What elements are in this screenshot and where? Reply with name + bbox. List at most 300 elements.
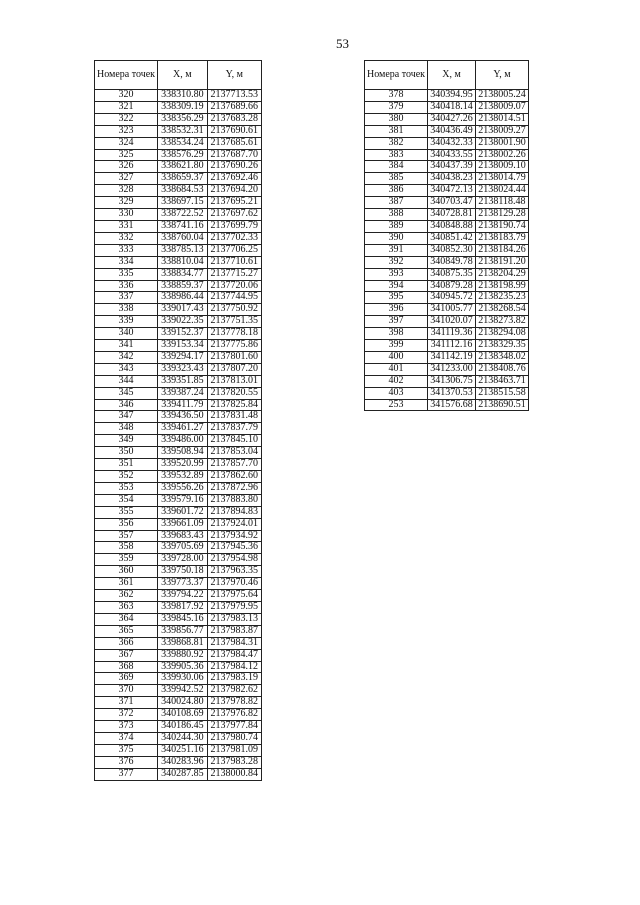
table-row — [95, 363, 262, 375]
table-row — [365, 268, 529, 280]
point-number-cell: 336 — [95, 280, 158, 292]
table-row — [95, 185, 262, 197]
y-coordinate-cell: 2138190.74 — [475, 220, 528, 232]
table-header-row — [365, 61, 529, 90]
x-coordinate-cell: 340283.96 — [158, 756, 208, 768]
point-number-cell: 332 — [95, 232, 158, 244]
table-row — [365, 90, 529, 102]
table-row — [95, 435, 262, 447]
x-coordinate-cell: 341306.75 — [428, 375, 476, 387]
point-number-cell: 385 — [365, 173, 428, 185]
x-coordinate-cell: 339351.85 — [158, 375, 208, 387]
y-coordinate-cell: 2137720.06 — [207, 280, 261, 292]
y-coordinate-cell: 2137778.18 — [207, 328, 261, 340]
y-coordinate-cell: 2137979.95 — [207, 601, 261, 613]
header-y: Y, м — [207, 61, 261, 90]
x-coordinate-cell: 339508.94 — [158, 447, 208, 459]
table-row — [95, 411, 262, 423]
table-row — [95, 482, 262, 494]
x-coordinate-cell: 341112.16 — [428, 340, 476, 352]
x-coordinate-cell: 340472.13 — [428, 185, 476, 197]
point-number-cell: 339 — [95, 316, 158, 328]
point-number-cell: 356 — [95, 518, 158, 530]
x-coordinate-cell: 339387.24 — [158, 387, 208, 399]
table-row — [95, 578, 262, 590]
x-coordinate-cell: 341576.68 — [428, 399, 476, 411]
table-row — [95, 637, 262, 649]
table-row — [95, 113, 262, 125]
point-number-cell: 337 — [95, 292, 158, 304]
x-coordinate-cell: 339905.36 — [158, 661, 208, 673]
y-coordinate-cell: 2137963.35 — [207, 566, 261, 578]
x-coordinate-cell: 338859.37 — [158, 280, 208, 292]
table-row — [95, 399, 262, 411]
y-coordinate-cell: 2137744.95 — [207, 292, 261, 304]
table-row — [365, 363, 529, 375]
table-row — [95, 256, 262, 268]
table-row — [365, 149, 529, 161]
table-row — [95, 137, 262, 149]
page-number: 53 — [336, 36, 349, 51]
x-coordinate-cell: 338309.19 — [158, 101, 208, 113]
table-row — [95, 554, 262, 566]
table-row — [95, 209, 262, 221]
table-row — [95, 673, 262, 685]
table-row — [95, 268, 262, 280]
table-row — [95, 316, 262, 328]
y-coordinate-cell: 2138198.99 — [475, 280, 528, 292]
y-coordinate-cell: 2138268.54 — [475, 304, 528, 316]
y-coordinate-cell: 2138348.02 — [475, 351, 528, 363]
table-row — [95, 197, 262, 209]
y-coordinate-cell: 2138463.71 — [475, 375, 528, 387]
x-coordinate-cell: 338659.37 — [158, 173, 208, 185]
y-coordinate-cell: 2138014.79 — [475, 173, 528, 185]
x-coordinate-cell: 340108.69 — [158, 709, 208, 721]
y-coordinate-cell: 2137983.28 — [207, 756, 261, 768]
point-number-cell: 395 — [365, 292, 428, 304]
y-coordinate-cell: 2137699.79 — [207, 220, 261, 232]
table-row — [95, 744, 262, 756]
table-row — [95, 506, 262, 518]
point-number-cell: 350 — [95, 447, 158, 459]
x-coordinate-cell: 339152.37 — [158, 328, 208, 340]
x-coordinate-cell: 338810.04 — [158, 256, 208, 268]
x-coordinate-cell: 339661.09 — [158, 518, 208, 530]
point-number-cell: 366 — [95, 637, 158, 649]
point-number-cell: 322 — [95, 113, 158, 125]
table-row — [95, 90, 262, 102]
x-coordinate-cell: 340703.47 — [428, 197, 476, 209]
table-row — [95, 649, 262, 661]
x-coordinate-cell: 339773.37 — [158, 578, 208, 590]
table-row — [95, 340, 262, 352]
table-row — [365, 399, 529, 411]
y-coordinate-cell: 2137894.83 — [207, 506, 261, 518]
y-coordinate-cell: 2138009.10 — [475, 161, 528, 173]
x-coordinate-cell: 339461.27 — [158, 423, 208, 435]
x-coordinate-cell: 341119.36 — [428, 328, 476, 340]
y-coordinate-cell: 2137983.87 — [207, 625, 261, 637]
y-coordinate-cell: 2137975.64 — [207, 590, 261, 602]
table-row — [365, 197, 529, 209]
x-coordinate-cell: 340436.49 — [428, 125, 476, 137]
x-coordinate-cell: 339411.79 — [158, 399, 208, 411]
header-point-number: Номера точек — [95, 61, 158, 90]
x-coordinate-cell: 339532.89 — [158, 471, 208, 483]
y-coordinate-cell: 2137984.47 — [207, 649, 261, 661]
table-row — [95, 542, 262, 554]
table-row — [95, 173, 262, 185]
y-coordinate-cell: 2137807.20 — [207, 363, 261, 375]
table-row — [95, 244, 262, 256]
table-row — [365, 220, 529, 232]
point-number-cell: 325 — [95, 149, 158, 161]
table-row — [95, 387, 262, 399]
y-coordinate-cell: 2137775.86 — [207, 340, 261, 352]
y-coordinate-cell: 2137954.98 — [207, 554, 261, 566]
x-coordinate-cell: 339022.35 — [158, 316, 208, 328]
x-coordinate-cell: 341233.00 — [428, 363, 476, 375]
table-row — [95, 447, 262, 459]
table-row — [95, 280, 262, 292]
table-row — [95, 590, 262, 602]
point-number-cell: 386 — [365, 185, 428, 197]
x-coordinate-cell: 339556.26 — [158, 482, 208, 494]
x-coordinate-cell: 339520.99 — [158, 459, 208, 471]
table-row — [95, 566, 262, 578]
y-coordinate-cell: 2137750.92 — [207, 304, 261, 316]
point-number-cell: 334 — [95, 256, 158, 268]
y-coordinate-cell: 2138014.51 — [475, 113, 528, 125]
y-coordinate-cell: 2137706.25 — [207, 244, 261, 256]
y-coordinate-cell: 2137687.70 — [207, 149, 261, 161]
point-number-cell: 390 — [365, 232, 428, 244]
y-coordinate-cell: 2137689.66 — [207, 101, 261, 113]
y-coordinate-cell: 2137713.53 — [207, 90, 261, 102]
y-coordinate-cell: 2137883.80 — [207, 494, 261, 506]
y-coordinate-cell: 2138273.82 — [475, 316, 528, 328]
x-coordinate-cell: 341005.77 — [428, 304, 476, 316]
point-number-cell: 373 — [95, 721, 158, 733]
y-coordinate-cell: 2138235.23 — [475, 292, 528, 304]
y-coordinate-cell: 2137982.62 — [207, 685, 261, 697]
x-coordinate-cell: 340427.26 — [428, 113, 476, 125]
table-row — [365, 161, 529, 173]
point-number-cell: 380 — [365, 113, 428, 125]
table-row — [95, 768, 262, 780]
x-coordinate-cell: 339153.34 — [158, 340, 208, 352]
table-row — [95, 125, 262, 137]
x-coordinate-cell: 338722.52 — [158, 209, 208, 221]
point-number-cell: 355 — [95, 506, 158, 518]
point-number-cell: 377 — [95, 768, 158, 780]
table-row — [95, 518, 262, 530]
point-number-cell: 253 — [365, 399, 428, 411]
y-coordinate-cell: 2137751.35 — [207, 316, 261, 328]
x-coordinate-cell: 339579.16 — [158, 494, 208, 506]
table-row — [95, 530, 262, 542]
table-row — [365, 340, 529, 352]
x-coordinate-cell: 338697.15 — [158, 197, 208, 209]
x-coordinate-cell: 340848.88 — [428, 220, 476, 232]
x-coordinate-cell: 338986.44 — [158, 292, 208, 304]
table-row — [95, 328, 262, 340]
table-row — [365, 185, 529, 197]
point-number-cell: 369 — [95, 673, 158, 685]
y-coordinate-cell: 2138009.07 — [475, 101, 528, 113]
y-coordinate-cell: 2138024.44 — [475, 185, 528, 197]
point-number-cell: 360 — [95, 566, 158, 578]
header-y: Y, м — [475, 61, 528, 90]
y-coordinate-cell: 2137862.60 — [207, 471, 261, 483]
table-row — [365, 244, 529, 256]
point-number-cell: 394 — [365, 280, 428, 292]
x-coordinate-cell: 340287.85 — [158, 768, 208, 780]
x-coordinate-cell: 341370.53 — [428, 387, 476, 399]
table-row — [95, 149, 262, 161]
x-coordinate-cell: 340437.39 — [428, 161, 476, 173]
x-coordinate-cell: 340186.45 — [158, 721, 208, 733]
y-coordinate-cell: 2138183.79 — [475, 232, 528, 244]
header-point-number: Номера точек — [365, 61, 428, 90]
point-number-cell: 382 — [365, 137, 428, 149]
y-coordinate-cell: 2138408.76 — [475, 363, 528, 375]
table-row — [365, 292, 529, 304]
point-number-cell: 346 — [95, 399, 158, 411]
point-number-cell: 376 — [95, 756, 158, 768]
point-number-cell: 362 — [95, 590, 158, 602]
x-coordinate-cell: 340728.81 — [428, 209, 476, 221]
table-row — [365, 209, 529, 221]
point-number-cell: 327 — [95, 173, 158, 185]
point-number-cell: 331 — [95, 220, 158, 232]
y-coordinate-cell: 2138005.24 — [475, 90, 528, 102]
y-coordinate-cell: 2137692.46 — [207, 173, 261, 185]
point-number-cell: 403 — [365, 387, 428, 399]
table-row — [365, 316, 529, 328]
coordinates-table-left — [94, 60, 262, 781]
y-coordinate-cell: 2138009.27 — [475, 125, 528, 137]
x-coordinate-cell: 339728.00 — [158, 554, 208, 566]
point-number-cell: 367 — [95, 649, 158, 661]
point-number-cell: 345 — [95, 387, 158, 399]
table-row — [95, 351, 262, 363]
point-number-cell: 402 — [365, 375, 428, 387]
x-coordinate-cell: 340945.72 — [428, 292, 476, 304]
x-coordinate-cell: 340244.30 — [158, 732, 208, 744]
y-coordinate-cell: 2137970.46 — [207, 578, 261, 590]
x-coordinate-cell: 338684.53 — [158, 185, 208, 197]
x-coordinate-cell: 338576.29 — [158, 149, 208, 161]
point-number-cell: 398 — [365, 328, 428, 340]
point-number-cell: 368 — [95, 661, 158, 673]
x-coordinate-cell: 340852.30 — [428, 244, 476, 256]
x-coordinate-cell: 339930.06 — [158, 673, 208, 685]
y-coordinate-cell: 2137983.13 — [207, 613, 261, 625]
x-coordinate-cell: 338621.80 — [158, 161, 208, 173]
point-number-cell: 399 — [365, 340, 428, 352]
point-number-cell: 393 — [365, 268, 428, 280]
point-number-cell: 342 — [95, 351, 158, 363]
x-coordinate-cell: 339880.92 — [158, 649, 208, 661]
table-row — [95, 101, 262, 113]
y-coordinate-cell: 2138002.26 — [475, 149, 528, 161]
point-number-cell: 343 — [95, 363, 158, 375]
point-number-cell: 379 — [365, 101, 428, 113]
y-coordinate-cell: 2137978.82 — [207, 697, 261, 709]
point-number-cell: 359 — [95, 554, 158, 566]
coordinates-table-right — [364, 60, 529, 411]
point-number-cell: 364 — [95, 613, 158, 625]
y-coordinate-cell: 2137695.21 — [207, 197, 261, 209]
table-row — [365, 387, 529, 399]
point-number-cell: 338 — [95, 304, 158, 316]
y-coordinate-cell: 2138329.35 — [475, 340, 528, 352]
y-coordinate-cell: 2137825.84 — [207, 399, 261, 411]
table-row — [95, 471, 262, 483]
table-row — [95, 732, 262, 744]
table-row — [365, 101, 529, 113]
x-coordinate-cell: 340438.23 — [428, 173, 476, 185]
point-number-cell: 384 — [365, 161, 428, 173]
table-row — [365, 125, 529, 137]
header-x: X, м — [428, 61, 476, 90]
point-number-cell: 352 — [95, 471, 158, 483]
x-coordinate-cell: 340432.33 — [428, 137, 476, 149]
point-number-cell: 341 — [95, 340, 158, 352]
table-row — [95, 709, 262, 721]
table-row — [95, 161, 262, 173]
table-row — [365, 173, 529, 185]
x-coordinate-cell: 338534.24 — [158, 137, 208, 149]
y-coordinate-cell: 2137697.62 — [207, 209, 261, 221]
point-number-cell: 381 — [365, 125, 428, 137]
table-row — [365, 280, 529, 292]
y-coordinate-cell: 2138000.84 — [207, 768, 261, 780]
table-row — [95, 721, 262, 733]
y-coordinate-cell: 2137853.04 — [207, 447, 261, 459]
x-coordinate-cell: 338356.29 — [158, 113, 208, 125]
x-coordinate-cell: 338834.77 — [158, 268, 208, 280]
table-row — [95, 756, 262, 768]
point-number-cell: 351 — [95, 459, 158, 471]
y-coordinate-cell: 2137857.70 — [207, 459, 261, 471]
table-row — [365, 304, 529, 316]
x-coordinate-cell: 339817.92 — [158, 601, 208, 613]
y-coordinate-cell: 2137924.01 — [207, 518, 261, 530]
y-coordinate-cell: 2137690.26 — [207, 161, 261, 173]
y-coordinate-cell: 2137934.92 — [207, 530, 261, 542]
y-coordinate-cell: 2137984.12 — [207, 661, 261, 673]
y-coordinate-cell: 2137690.61 — [207, 125, 261, 137]
table-row — [95, 232, 262, 244]
y-coordinate-cell: 2138294.08 — [475, 328, 528, 340]
table-row — [95, 220, 262, 232]
x-coordinate-cell: 339323.43 — [158, 363, 208, 375]
x-coordinate-cell: 340251.16 — [158, 744, 208, 756]
x-coordinate-cell: 339942.52 — [158, 685, 208, 697]
y-coordinate-cell: 2137683.28 — [207, 113, 261, 125]
point-number-cell: 348 — [95, 423, 158, 435]
point-number-cell: 401 — [365, 363, 428, 375]
table-row — [95, 375, 262, 387]
point-number-cell: 378 — [365, 90, 428, 102]
y-coordinate-cell: 2137694.20 — [207, 185, 261, 197]
table-row — [365, 351, 529, 363]
x-coordinate-cell: 340851.42 — [428, 232, 476, 244]
x-coordinate-cell: 341020.07 — [428, 316, 476, 328]
point-number-cell: 349 — [95, 435, 158, 447]
x-coordinate-cell: 340849.78 — [428, 256, 476, 268]
y-coordinate-cell: 2137837.79 — [207, 423, 261, 435]
table-row — [95, 613, 262, 625]
point-number-cell: 371 — [95, 697, 158, 709]
point-number-cell: 388 — [365, 209, 428, 221]
point-number-cell: 387 — [365, 197, 428, 209]
y-coordinate-cell: 2137983.19 — [207, 673, 261, 685]
y-coordinate-cell: 2137872.96 — [207, 482, 261, 494]
table-row — [95, 601, 262, 613]
table-row — [365, 375, 529, 387]
x-coordinate-cell: 338532.31 — [158, 125, 208, 137]
x-coordinate-cell: 339601.72 — [158, 506, 208, 518]
table-row — [365, 328, 529, 340]
x-coordinate-cell: 340394.95 — [428, 90, 476, 102]
x-coordinate-cell: 340875.35 — [428, 268, 476, 280]
x-coordinate-cell: 339436.50 — [158, 411, 208, 423]
point-number-cell: 323 — [95, 125, 158, 137]
x-coordinate-cell: 338785.13 — [158, 244, 208, 256]
y-coordinate-cell: 2137845.10 — [207, 435, 261, 447]
x-coordinate-cell: 338310.80 — [158, 90, 208, 102]
x-coordinate-cell: 340024.80 — [158, 697, 208, 709]
point-number-cell: 324 — [95, 137, 158, 149]
point-number-cell: 389 — [365, 220, 428, 232]
table-row — [95, 304, 262, 316]
y-coordinate-cell: 2138191.20 — [475, 256, 528, 268]
point-number-cell: 361 — [95, 578, 158, 590]
point-number-cell: 374 — [95, 732, 158, 744]
point-number-cell: 329 — [95, 197, 158, 209]
x-coordinate-cell: 339017.43 — [158, 304, 208, 316]
y-coordinate-cell: 2137980.74 — [207, 732, 261, 744]
table-row — [95, 292, 262, 304]
y-coordinate-cell: 2137945.36 — [207, 542, 261, 554]
point-number-cell: 375 — [95, 744, 158, 756]
point-number-cell: 372 — [95, 709, 158, 721]
point-number-cell: 391 — [365, 244, 428, 256]
y-coordinate-cell: 2137702.33 — [207, 232, 261, 244]
point-number-cell: 353 — [95, 482, 158, 494]
table-row — [95, 685, 262, 697]
y-coordinate-cell: 2137685.61 — [207, 137, 261, 149]
table-row — [95, 661, 262, 673]
x-coordinate-cell: 339486.00 — [158, 435, 208, 447]
y-coordinate-cell: 2137831.48 — [207, 411, 261, 423]
x-coordinate-cell: 339750.18 — [158, 566, 208, 578]
y-coordinate-cell: 2138184.26 — [475, 244, 528, 256]
header-x: X, м — [158, 61, 208, 90]
y-coordinate-cell: 2137801.60 — [207, 351, 261, 363]
x-coordinate-cell: 339683.43 — [158, 530, 208, 542]
y-coordinate-cell: 2137820.55 — [207, 387, 261, 399]
x-coordinate-cell: 338741.16 — [158, 220, 208, 232]
point-number-cell: 383 — [365, 149, 428, 161]
point-number-cell: 335 — [95, 268, 158, 280]
point-number-cell: 396 — [365, 304, 428, 316]
point-number-cell: 358 — [95, 542, 158, 554]
